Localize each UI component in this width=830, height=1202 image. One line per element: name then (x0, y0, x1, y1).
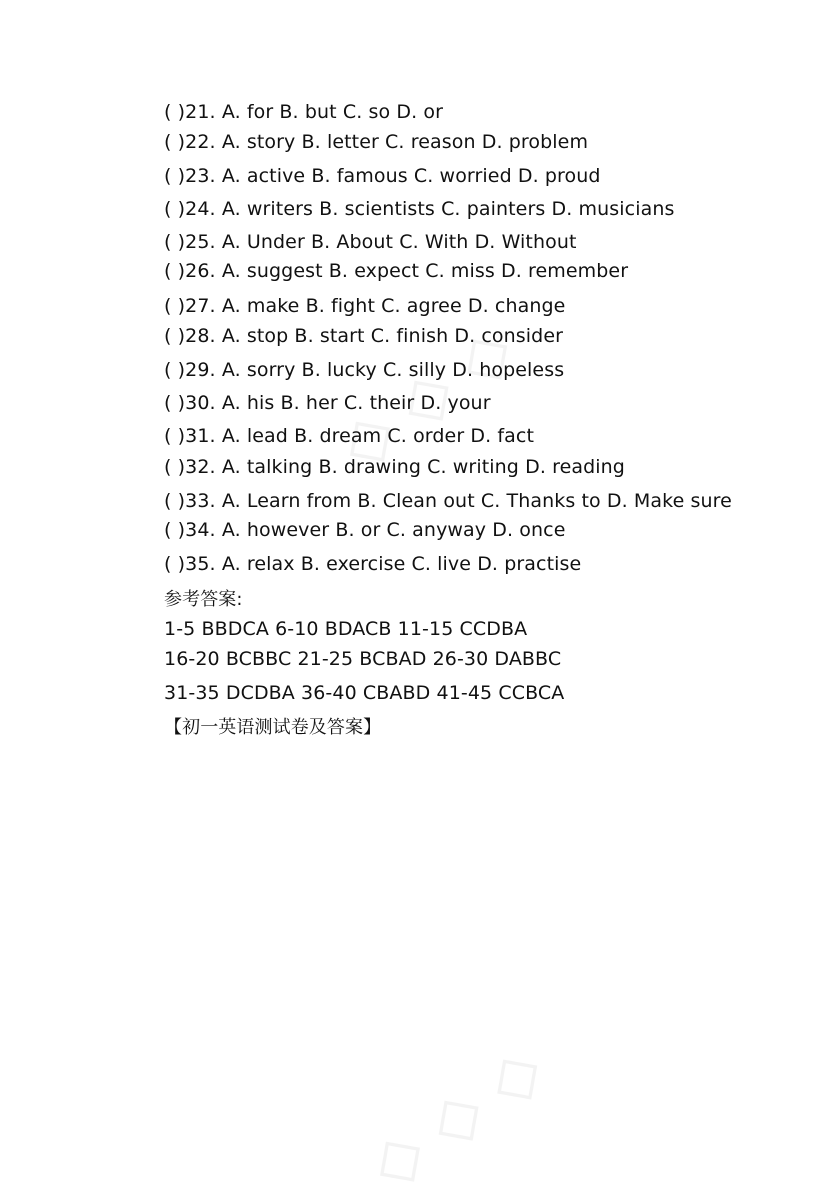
question-22: ( )22. A. story B. letter C. reason D. problem (164, 131, 589, 153)
question-33: ( )33. A. Learn from B. Clean out C. Thanks to D. Make sure (164, 490, 732, 512)
question-35: ( )35. A. relax B. exercise C. live D. practise (164, 553, 582, 575)
question-25: ( )25. A. Under B. About C. With D. Without (164, 231, 577, 253)
question-32: ( )32. A. talking B. drawing C. writing D. reading (164, 456, 625, 478)
answers-row: 31-35 DCDBA 36-40 CBABD 41-45 CCBCA (164, 682, 565, 704)
question-29: ( )29. A. sorry B. lucky C. silly D. hopeless (164, 359, 565, 381)
footer-title: 【初一英语测试卷及答案】 (164, 717, 382, 738)
question-26: ( )26. A. suggest B. expect C. miss D. remember (164, 260, 629, 282)
answers-row: 16-20 BCBBC 21-25 BCBAD 26-30 DABBC (164, 648, 562, 670)
question-34: ( )34. A. however B. or C. anyway D. once (164, 519, 566, 541)
question-24: ( )24. A. writers B. scientists C. painters D. musicians (164, 198, 675, 220)
answers-heading: 参考答案: (164, 589, 243, 610)
question-30: ( )30. A. his B. her C. their D. your (164, 392, 491, 414)
question-28: ( )28. A. stop B. start C. finish D. consider (164, 325, 564, 347)
question-27: ( )27. A. make B. fight C. agree D. change (164, 295, 566, 317)
answers-row: 1-5 BBDCA 6-10 BDACB 11-15 CCDBA (164, 618, 528, 640)
question-21: ( )21. A. for B. but C. so D. or (164, 101, 443, 123)
question-23: ( )23. A. active B. famous C. worried D. proud (164, 165, 601, 187)
question-31: ( )31. A. lead B. dream C. order D. fact (164, 425, 535, 447)
watermark (356, 1032, 556, 1202)
